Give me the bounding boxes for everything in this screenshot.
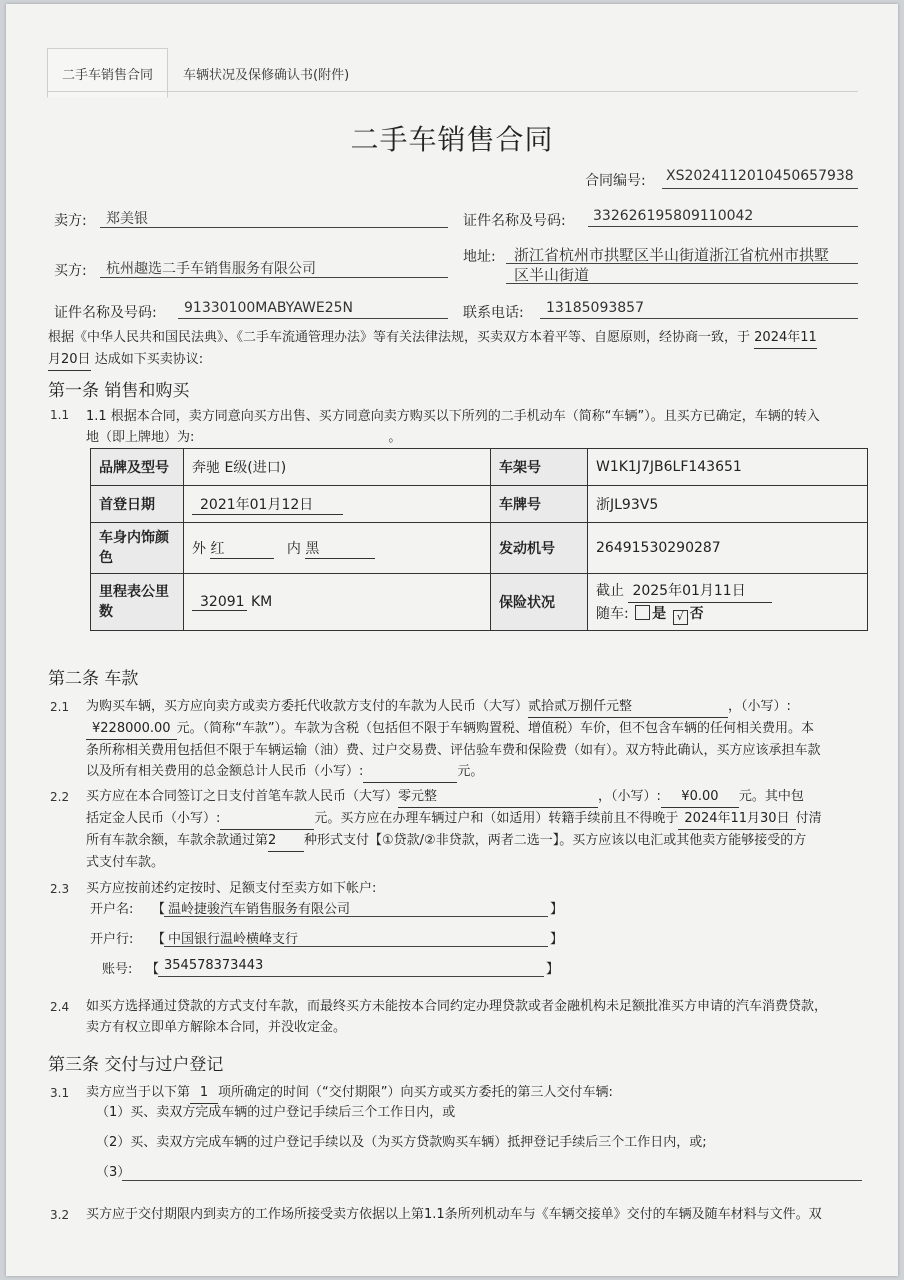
intro-date-part2: 月20日 [48,349,91,371]
table-row [91,574,868,631]
exterior-color: 红 [210,538,274,559]
section2-heading: 第二条 车款 [48,669,139,689]
payment-method: 2 [268,830,304,852]
insurance-prefix: 截止 [596,582,624,599]
account-name-value: 温岭捷骏汽车销售服务有限公司 [168,902,351,917]
checkbox-yes-label: 是 [652,605,667,622]
clause-2-2-e: 元。买方应在办理车辆过户和（如适用）转籍手续前且不得晚于 [314,811,679,826]
clause-2-4-text [86,996,876,1038]
clause-1-1-period: 。 [388,430,402,445]
account-name-label: 开户名: [90,902,134,917]
brand-value: 奔驰 E级(进口) [184,449,491,486]
clause-2-1-text [86,696,876,783]
engine-value: 26491530290287 [588,523,868,574]
clause-2-2-c: 元。其中包 [738,789,804,804]
payment-deadline: 2024年11月30日 [678,808,795,830]
buyer-name: 杭州趣选二手车销售服务有限公司 [106,261,316,277]
clause-1-1-number: 1.1 [50,408,70,422]
buyer-address-label: 地址: [463,249,496,265]
bank-lbracket: 【 [152,932,166,947]
clause-2-4-number: 2.4 [50,1000,70,1014]
clause-2-2-d: 括定金人民币（小写）: [86,811,221,826]
buyer-address-line1: 浙江省杭州市拱墅区半山街道浙江省杭州市拱墅 [514,246,830,264]
interior-prefix: 内 [286,540,301,557]
plate-value: 浙JL93V5 [588,486,868,523]
clause-1-1-line2: 地（即上牌地）为: [86,430,195,445]
first-payment: ¥0.00 [661,786,739,808]
clause-2-2-number: 2.2 [50,790,70,804]
price-amount-cn: 贰拾贰万捌仟元整 [528,696,728,718]
tab-vehicle-condition-attachment[interactable]: 车辆状况及保修确认书(附件) [183,68,350,83]
vin-value: W1K1J7JB6LF143651 [588,449,868,486]
bank-underline [164,946,548,947]
account-name-rbracket: 】 [550,902,564,917]
insurance-label: 保险状况 [491,574,588,631]
seller-underline [100,227,448,228]
clause-3-2-number: 3.2 [50,1208,70,1222]
exterior-prefix: 外 [192,540,206,557]
table-row [91,523,868,574]
reg-date-value: 2021年01月12日 [192,494,343,515]
clause-3-1-option3-underline [122,1180,862,1181]
mileage-label: 里程表公里数 [91,574,184,631]
clause-3-2-text: 买方应于交付期限内到卖方的工作场所接受卖方依据以上第1.1条所列机动车与《车辆交接单》交付的车辆及随车材料与文件。双 [86,1207,822,1222]
contract-no-underline [662,188,858,189]
insurance-cell [588,574,868,631]
mileage-value: 32091 [192,594,247,611]
account-number-rbracket: 】 [546,962,560,977]
page-title: 二手车销售合同 [350,123,554,156]
seller-label: 卖方: [54,213,87,229]
seller-name: 郑美银 [106,211,148,227]
section1-heading: 第一条 销售和购买 [48,381,190,401]
section3-heading: 第三条 交付与过户登记 [48,1055,224,1075]
account-name-lbracket: 【 [152,902,166,917]
clause-2-1-d: 条所称相关费用包括但不限于车辆运输（油）费、过户交易费、评估验车费和保险费（如有）。双方特此确认，买方应该承担车款 [86,743,821,758]
contract-no-label: 合同编号: [585,173,646,189]
clause-2-1-a: 为购买车辆，买方应向卖方或卖方委托代收款方支付的车款为人民币（大写） [86,699,529,714]
first-payment-cn: 零元整 [398,786,598,808]
with-car-label: 随车: [596,605,629,622]
clause-2-4-a: 如买方选择通过贷款的方式支付车款，而最终买方未能按本合同约定办理贷款或者金融机构未足额批准买方申请的汽车消费贷款， [86,999,828,1014]
clause-2-2-h: 种形式支付【①贷款/②非贷款，两者二选一】。买方应该以电汇或其他卖方能够接受的方 [304,833,807,848]
plate-label: 车牌号 [491,486,588,523]
clause-2-2-g: 所有车款余额，车款余款通过第 [86,833,269,848]
interior-color: 黑 [305,538,375,559]
buyer-phone-label: 联系电话: [463,305,524,321]
bank-label: 开户行: [90,932,134,947]
clause-1-1-text [86,406,876,449]
bank-value: 中国银行温岭横峰支行 [168,932,299,947]
buyer-address-underline2 [506,283,858,284]
intro-text2: 达成如下买卖协议: [94,352,204,367]
reg-date-label: 首登日期 [91,486,184,523]
account-number-value: 354578373443 [164,958,264,973]
clause-3-1-a: 卖方应当于以下第 [86,1085,191,1100]
checkbox-yes[interactable] [635,605,650,620]
seller-id-value: 332626195809110042 [593,208,754,224]
clause-2-2-b: ，（小写）: [598,789,661,804]
account-number-lbracket: 【 [146,962,160,977]
buyer-underline [100,277,448,278]
insurance-date: 2025年01月11日 [628,580,771,603]
buyer-label: 买方: [54,263,87,279]
seller-id-label: 证件名称及号码: [463,213,566,229]
mileage-unit: KM [251,593,273,610]
vin-label: 车架号 [491,449,588,486]
clause-3-1-option2: （2）买、卖双方完成车辆的过户登记手续以及（为买方贷款购买车辆）抵押登记手续后三个工作日内，或; [96,1135,707,1150]
clause-3-1-number: 3.1 [50,1086,70,1100]
vehicle-info-table [90,448,868,631]
clause-2-1-e: 以及所有相关费用的总金额总计人民币（小写）: [86,764,364,779]
intro-paragraph [48,327,868,371]
price-amount: ¥228000.00 [86,718,177,740]
account-number-underline [158,976,544,977]
reg-date-cell [184,486,491,523]
engine-label: 发动机号 [491,523,588,574]
account-number-label: 账号: [102,962,133,977]
checkbox-no-label: 否 [689,605,704,622]
seller-id-underline [588,226,858,227]
clause-2-2-f: 付清 [795,811,822,826]
clause-2-3-text: 买方应按前述约定按时、足额支付至卖方如下帐户: [86,881,377,896]
buyer-phone-underline [540,318,858,319]
clause-2-1-b: ，（小写）: [728,699,791,714]
tab-sales-contract[interactable]: 二手车销售合同 [47,48,168,98]
clause-3-1-option3: （3） [96,1165,131,1180]
contract-no-value: XS2024112010450657938 [666,168,854,184]
clause-2-1-c: 元。（简称“车款”）。车款为含税（包括但不限于车辆购置税、增值税）车价，但不包含车辆的任何相关费用。本 [176,721,815,736]
clause-3-1-b: 项所确定的时间（“交付期限”）向买方或买方委托的第三人交付车辆: [218,1085,613,1100]
delivery-option: 1 [190,1082,218,1104]
clause-3-1-option1: （1）买、卖双方完成车辆的过户登记手续后三个工作日内，或 [96,1105,456,1120]
mileage-cell [184,574,491,631]
clause-1-1-line1: 1.1 根据本合同，卖方同意向买方出售、买方同意向卖方购买以下所列的二手机动车（简称“车辆”）。且买方已确定，车辆的转入 [86,409,820,424]
tab-divider [47,91,858,92]
clause-2-2-text [86,786,876,873]
clause-2-2-i: 式支付车款。 [86,855,165,870]
clause-2-2-a: 买方应在本合同签订之日支付首笔车款人民币（大写） [86,789,399,804]
buyer-phone-value: 13185093857 [546,300,644,316]
buyer-address-line2: 区半山街道 [514,266,590,284]
table-row [91,486,868,523]
buyer-id-underline [178,318,448,319]
account-name-underline [164,916,548,917]
clause-2-1-number: 2.1 [50,700,70,714]
color-label: 车身内饰颜色 [91,523,184,574]
contract-page [6,4,898,1276]
intro-text1: 根据《中华人民共和国民法典》、《二手车流通管理办法》等有关法律法规，买卖双方本着平等、自愿原则，经协商一致，于 [48,330,751,345]
bank-rbracket: 】 [550,932,564,947]
table-row [91,449,868,486]
clause-3-1-text [86,1082,876,1104]
buyer-id-value: 91330100MABYAWE25N [184,300,354,316]
intro-date-part1: 2024年11 [754,327,817,349]
brand-label: 品牌及型号 [91,449,184,486]
clause-2-1-f: 元。 [457,764,484,779]
color-cell [184,523,491,574]
buyer-id-label: 证件名称及号码: [54,305,157,321]
clause-2-3-number: 2.3 [50,882,70,896]
clause-2-4-b: 卖方有权立即单方解除本合同，并没收定金。 [86,1020,347,1035]
checkbox-no[interactable]: √ [673,610,688,625]
